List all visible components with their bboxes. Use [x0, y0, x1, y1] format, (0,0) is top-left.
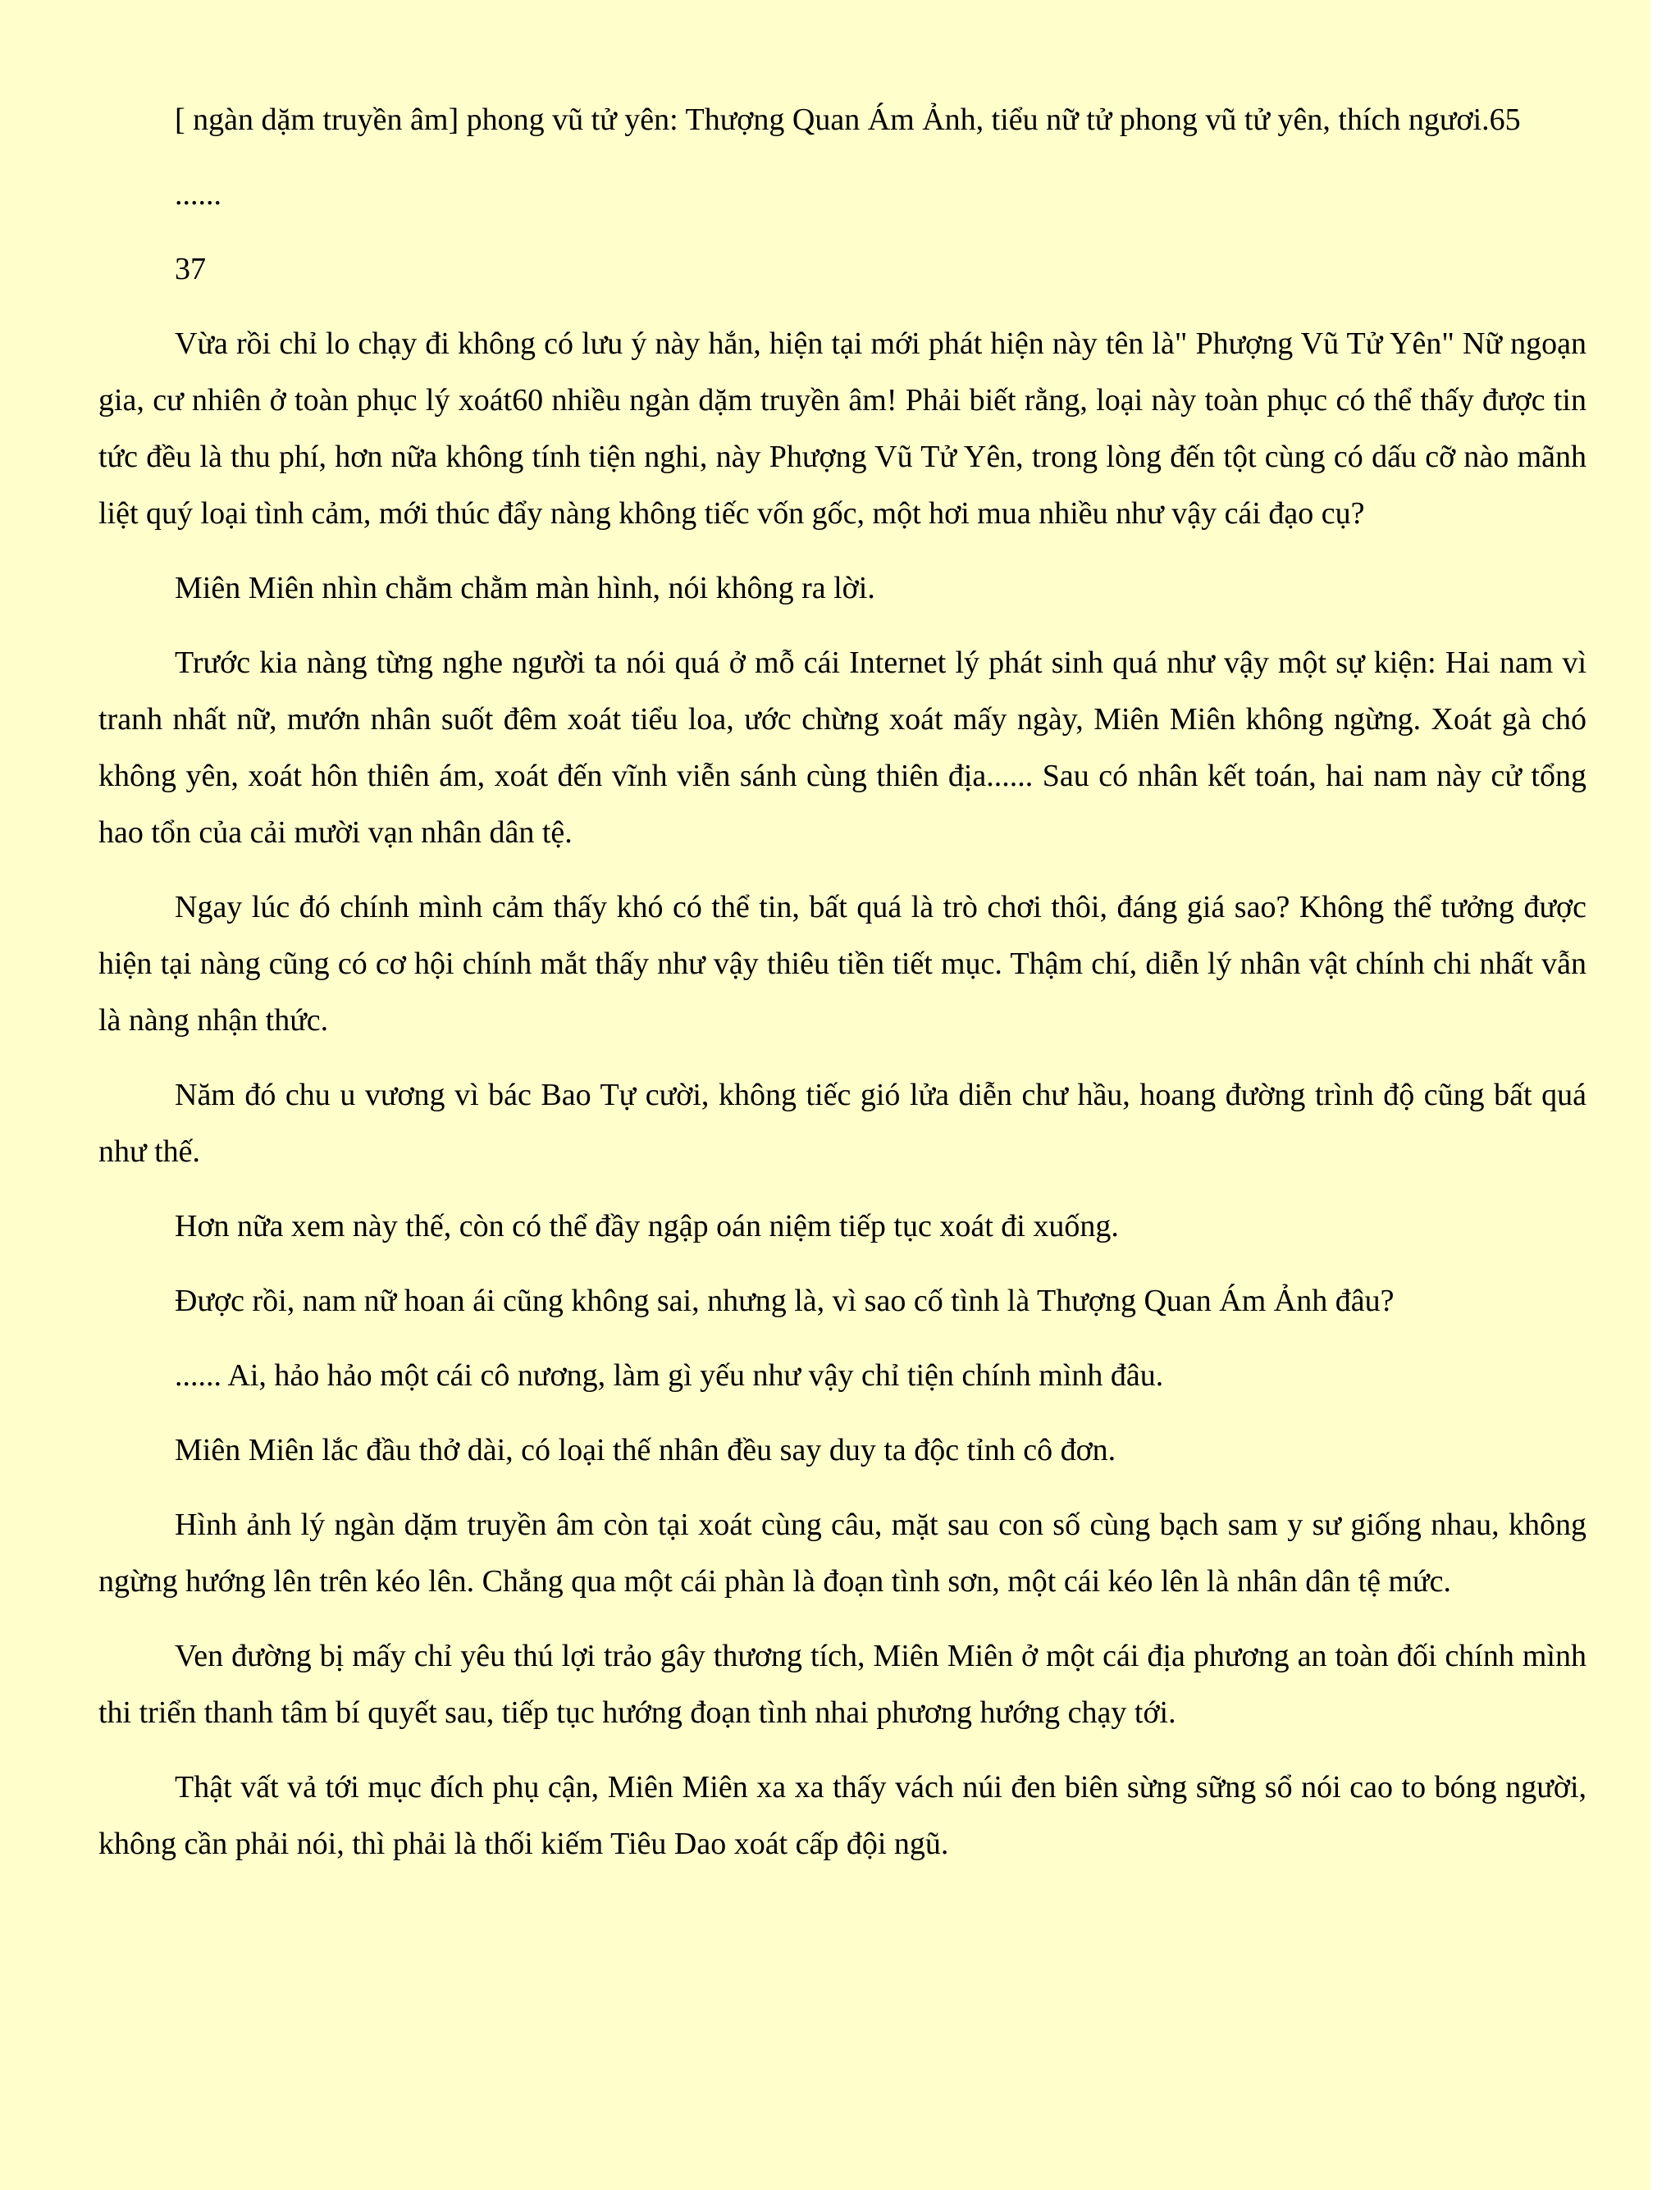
paragraph: Ven đường bị mấy chỉ yêu thú lợi trảo gây thương tích, Miên Miên ở một cái địa phương an toàn đối chính mình thi triển thanh tâm bí quyết sau, tiếp tục hướng đoạn tình nhai phương hướng chạy tới. [98, 1639, 1586, 1730]
paragraph: Trước kia nàng từng nghe người ta nói quá ở mỗ cái Internet lý phát sinh quá như vậy một sự kiện: Hai nam vì tranh nhất nữ, mướn nhân suốt đêm xoát tiểu loa, ước chừng xoát mấy ngày, Miên Miên không ngừng. Xoát gà chó không yên, xoát hôn thiên ám, xoát đến vĩnh viễn sánh cùng thiên địa...... Sau có nhân kết toán, hai nam này cử tổng hao tổn của cải mười vạn nhân dân tệ. [98, 646, 1586, 850]
paragraph: Miên Miên lắc đầu thở dài, có loại thế nhân đều say duy ta độc tỉnh cô đơn. [175, 1433, 1116, 1467]
paragraph: Ngay lúc đó chính mình cảm thấy khó có thể tin, bất quá là trò chơi thôi, đáng giá sao? Không thể tưởng được hiện tại nàng cũng có cơ hội chính mắt thấy như vậy thiêu tiền tiết mục. Thậm chí, diễn lý nhân vật chính chi nhất vẫn là nàng nhận thức. [98, 890, 1586, 1038]
paragraph: Vừa rồi chỉ lo chạy đi không có lưu ý này hắn, hiện tại mới phát hiện này tên là" Phượng Vũ Tử Yên" Nữ ngoạn gia, cư nhiên ở toàn phục lý xoát60 nhiều ngàn dặm truyền âm! Phải biết rằng, loại này toàn phục có thể thấy được tin tức đều là thu phí, hơn nữa không tính tiện nghi, này Phượng Vũ Tử Yên, trong lòng đến tột cùng có dấu cỡ nào mãnh liệt quý loại tình cảm, mới thúc đẩy nàng không tiếc vốn gốc, một hơi mua nhiều như vậy cái đạo cụ? [98, 326, 1586, 531]
paragraph: ...... [175, 177, 221, 212]
paragraph: Thật vất vả tới mục đích phụ cận, Miên Miên xa xa thấy vách núi đen biên sừng sững sổ nói cao to bóng người, không cần phải nói, thì phải là thối kiếm Tiêu Dao xoát cấp đội ngũ. [98, 1770, 1586, 1861]
paragraph: Miên Miên nhìn chằm chằm màn hình, nói không ra lời. [175, 571, 875, 605]
text-body [98, 92, 1586, 1873]
paragraph: 37 [175, 252, 206, 286]
paragraph: ...... Ai, hảo hảo một cái cô nương, làm gì yếu như vậy chỉ tiện chính mình đâu. [175, 1358, 1164, 1393]
paragraph: Được rồi, nam nữ hoan ái cũng không sai, nhưng là, vì sao cố tình là Thượng Quan Ám Ảnh đâu? [175, 1284, 1395, 1318]
page-edge [1650, 0, 1680, 2190]
paragraph: Hơn nữa xem này thế, còn có thể đầy ngập oán niệm tiếp tục xoát đi xuống. [175, 1209, 1119, 1243]
paragraph: Năm đó chu u vương vì bác Bao Tự cười, không tiếc gió lửa diễn chư hầu, hoang đường trình độ cũng bất quá như thế. [98, 1078, 1586, 1169]
paragraph: [ ngàn dặm truyền âm] phong vũ tử yên: Thượng Quan Ám Ảnh, tiểu nữ tử phong vũ tử yên, thích ngươi.65 [175, 103, 1521, 137]
paragraph: Hình ảnh lý ngàn dặm truyền âm còn tại xoát cùng câu, mặt sau con số cùng bạch sam y sư giống nhau, không ngừng hướng lên trên kéo lên. Chẳng qua một cái phàn là đoạn tình sơn, một cái kéo lên là nhân dân tệ mức. [98, 1508, 1586, 1599]
